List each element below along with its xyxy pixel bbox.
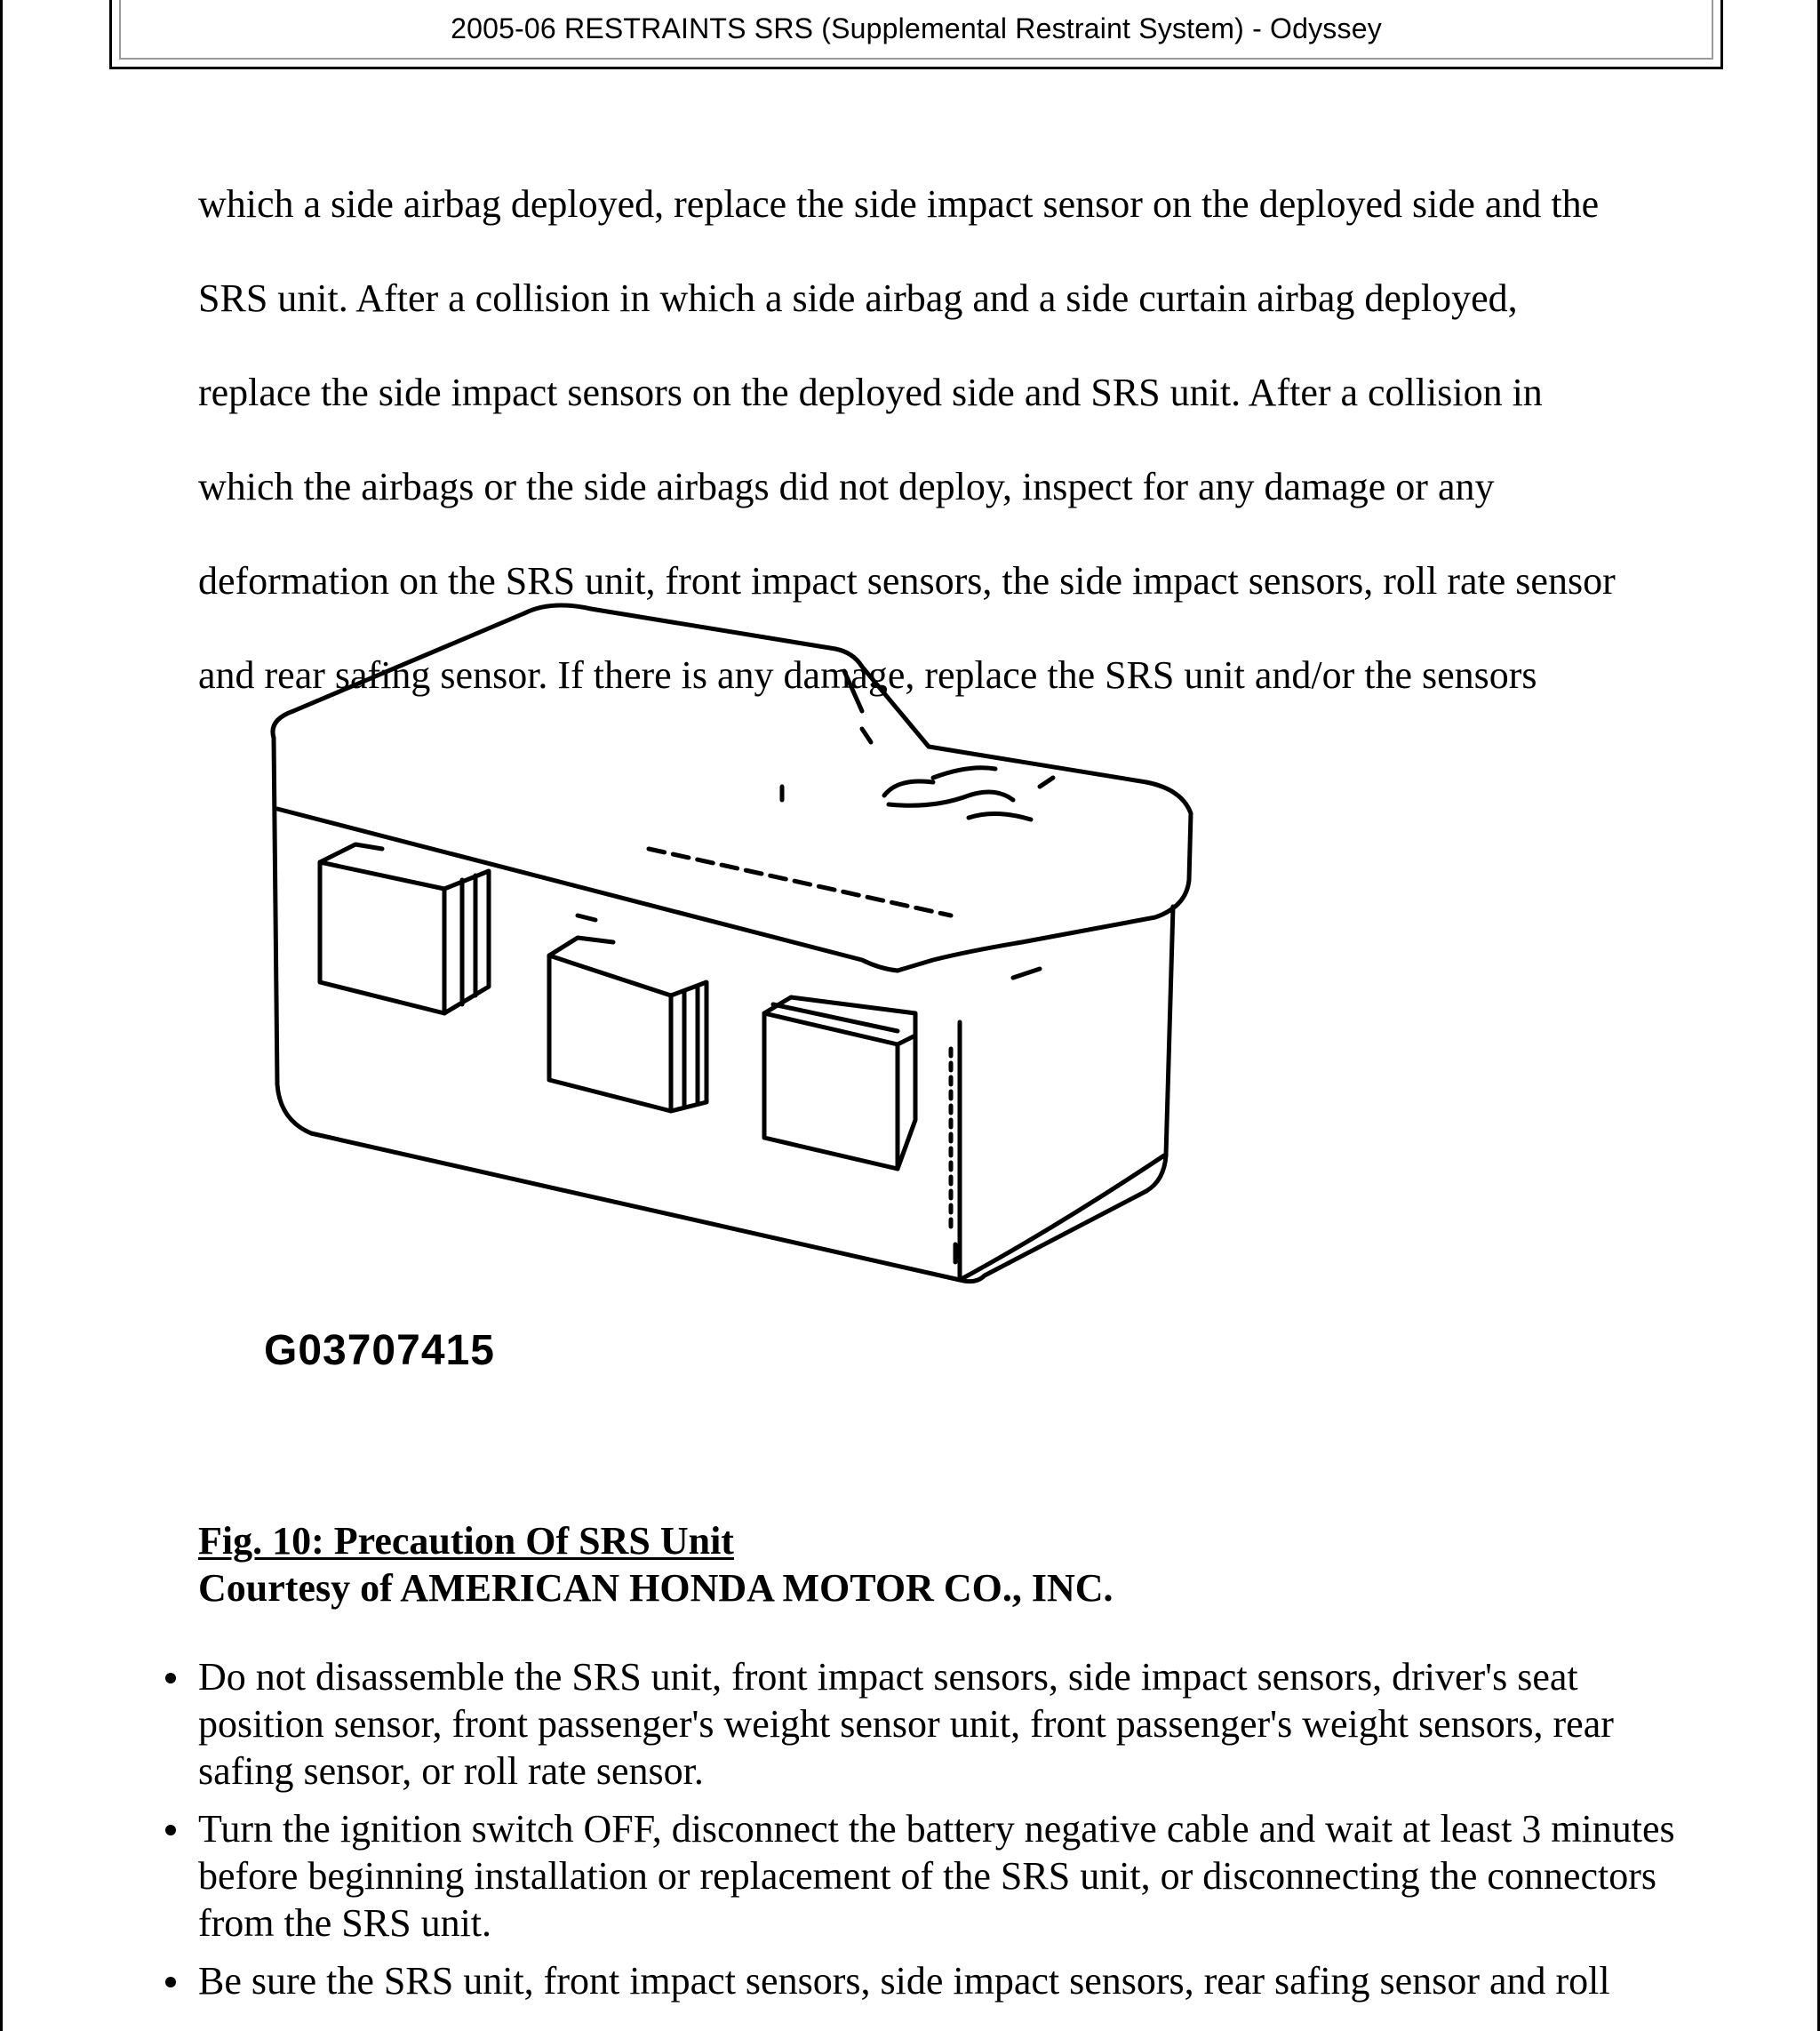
bullet-icon bbox=[165, 1977, 176, 1987]
list-item bbox=[160, 1653, 1688, 1795]
srs-unit-drawing bbox=[258, 587, 1422, 1387]
page-border-left bbox=[0, 0, 3, 2031]
list-item bbox=[160, 1957, 1688, 2004]
body-line: replace the side impact sensors on the deployed side and SRS unit. After a collision in bbox=[198, 371, 1543, 414]
figure-courtesy: Courtesy of AMERICAN HONDA MOTOR CO., INC. bbox=[198, 1566, 1114, 1610]
figure-caption bbox=[198, 1517, 1114, 1611]
body-line: which a side airbag deployed, replace the side impact sensor on the deployed side and the bbox=[198, 182, 1600, 226]
page-header-inner bbox=[119, 0, 1713, 60]
page-header-title: 2005-06 RESTRAINTS SRS (Supplemental Restraint System) - Odyssey bbox=[451, 12, 1382, 44]
body-line: and rear safing sensor. If there is any damage, replace the SRS unit and/or the sensors bbox=[198, 653, 1537, 697]
list-item-text: Do not disassemble the SRS unit, front impact sensors, side impact sensors, driver's seat position sensor, front passenger's weight sensor unit, front passenger's weight sensors, rear safing sensor, or roll rate sensor. bbox=[198, 1655, 1614, 1793]
list-item-text: Be sure the SRS unit, front impact sensors, side impact sensors, rear safing sensor and roll bbox=[198, 1959, 1610, 2003]
precaution-list bbox=[160, 1653, 1688, 2015]
body-line: deformation on the SRS unit, front impact sensors, the side impact sensors, roll rate sensor bbox=[198, 559, 1616, 603]
figure-graphic-code: G03707415 bbox=[264, 1327, 495, 1374]
body-line: which the airbags or the side airbags did not deploy, inspect for any damage or any bbox=[198, 465, 1495, 508]
page-header bbox=[109, 0, 1723, 69]
bullet-icon bbox=[165, 1673, 176, 1683]
list-item bbox=[160, 1805, 1688, 1947]
srs-unit-illustration bbox=[258, 587, 1422, 1387]
figure-caption-title[interactable]: Fig. 10: Precaution Of SRS Unit bbox=[198, 1519, 734, 1563]
body-line: SRS unit. After a collision in which a side airbag and a side curtain airbag deployed, bbox=[198, 276, 1518, 320]
list-item-text: Turn the ignition switch OFF, disconnect the battery negative cable and wait at least 3 minutes before beginning installation or replacement of the SRS unit, or disconnecting the connectors from the SRS unit. bbox=[198, 1807, 1675, 1945]
bullet-icon bbox=[165, 1825, 176, 1835]
